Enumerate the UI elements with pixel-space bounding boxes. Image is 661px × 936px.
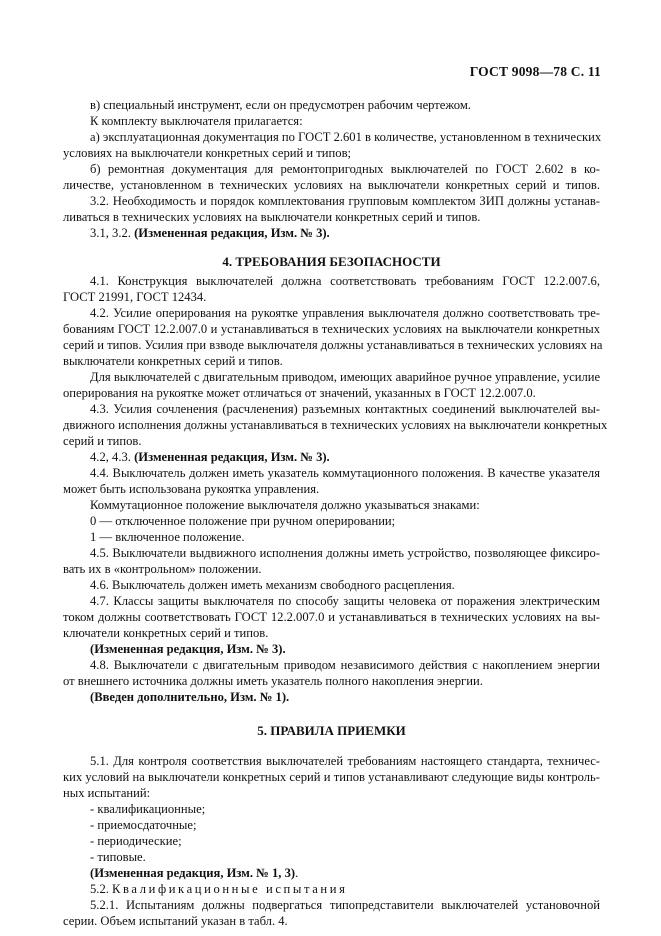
text-line: выключатели конкретных серий и типов. bbox=[63, 354, 283, 368]
text-line: Для выключателей с двигательным приводом, имеющих аварийное ручное управление, усилие bbox=[90, 370, 601, 384]
text-line: ных испытаний: bbox=[63, 786, 151, 800]
text-line: ключатели конкретных серий и типов. bbox=[63, 626, 269, 640]
text-line: 4.1. Конструкция выключателей должна соответствовать требованиям ГОСТ 12.2.007.6, bbox=[90, 274, 600, 288]
amendment-note-5-1 bbox=[63, 865, 600, 881]
list-item: - периодические; bbox=[90, 834, 182, 848]
text-line: от внешнего источника должны иметь указатель полного накопления энергии. bbox=[63, 674, 483, 688]
subsection-title: Квалификационные испытания bbox=[112, 882, 348, 896]
amendment-prefix: 4.2, 4.3. bbox=[90, 450, 135, 464]
text-line: 4.7. Классы защиты выключателя по способу защиты человека от поражения электрическим bbox=[90, 594, 600, 608]
amendment-note-3 bbox=[63, 225, 600, 241]
text-line: серий и типов. Усилия при взводе выключателя должны устанавливаться в технических условиях на bbox=[63, 338, 603, 352]
subsection-number: 5.2. bbox=[90, 882, 113, 896]
text-line: ливаться в технических условиях на выключатели конкретных серий и типов. bbox=[63, 210, 481, 224]
text-line: серий и типов. bbox=[63, 434, 142, 448]
text-line: К комплекту выключателя прилагается: bbox=[90, 114, 303, 128]
amendment-note-4-8: (Введен дополнительно, Изм. № 1). bbox=[90, 690, 290, 704]
list-item: - типовые. bbox=[90, 850, 146, 864]
list-item: - приемосдаточные; bbox=[90, 818, 197, 832]
page-header: ГОСТ 9098—78 С. 11 bbox=[469, 64, 601, 79]
text-line: может быть использована рукоятка управления. bbox=[63, 482, 320, 496]
text-line: 4.8. Выключатели с двигательным приводом независимого действия с накоплением энергии bbox=[90, 658, 600, 672]
text-line: 4.2. Усилие оперирования на рукоятке управления выключателя должно соответствовать тре- bbox=[90, 306, 600, 320]
amendment-note-4-7: (Измененная редакция, Изм. № 3). bbox=[90, 642, 286, 656]
text-line: 5.1. Для контроля соответствия выключателей требованиям настоящего стандарта, техничес- bbox=[90, 754, 600, 768]
text-line: условиях на выключатели конкретных серий и типов; bbox=[63, 146, 352, 160]
amendment-bold: (Измененная редакция, Изм. № 3). bbox=[134, 450, 330, 464]
text-line: б) ремонтная документация для ремонтопригодных выключателей по ГОСТ 2.602 в ко- bbox=[90, 162, 600, 176]
text-line: 0 — отключенное положение при ручном оперировании; bbox=[90, 514, 396, 528]
text-line: ких условий на выключатели конкретных серий и типов устанавливают следующие виды контроль- bbox=[63, 770, 600, 784]
text-line: Коммутационное положение выключателя должно указываться знаками: bbox=[90, 498, 480, 512]
subsection-5-2-heading bbox=[63, 881, 600, 897]
amendment-prefix: 3.1, 3.2. bbox=[90, 226, 135, 240]
amendment-bold: (Измененная редакция, Изм. № 3). bbox=[134, 226, 330, 240]
text-line: серии. Объем испытаний указан в табл. 4. bbox=[63, 914, 288, 928]
text-line: 4.4. Выключатель должен иметь указатель коммутационного положения. В качестве указателя bbox=[90, 466, 600, 480]
text-line: ГОСТ 21991, ГОСТ 12434. bbox=[63, 290, 207, 304]
text-line: оперирования на рукоятке может отличаться от значений, указанных в ГОСТ 12.2.007.0. bbox=[63, 386, 536, 400]
text-line: 4.6. Выключатель должен иметь механизм свободного расцепления. bbox=[90, 578, 455, 592]
text-line: личестве, установленном в технических условиях на выключатели конкретных серий и типов. bbox=[63, 178, 600, 192]
text-line: в) специальный инструмент, если он предусмотрен рабочим чертежом. bbox=[90, 98, 471, 112]
list-item: - квалификационные; bbox=[90, 802, 206, 816]
amendment-bold: (Измененная редакция, Изм. № 1, 3) bbox=[90, 866, 296, 880]
text-line: 5.2.1. Испытаниям должны подвергаться типопредставители выключателей установочной bbox=[90, 898, 600, 912]
text-line: 4.3. Усилия сочленения (расчленения) разъемных контактных соединений выключателей вы- bbox=[90, 402, 600, 416]
section-4-title: 4. ТРЕБОВАНИЯ БЕЗОПАСНОСТИ bbox=[222, 254, 441, 269]
section-5-title: 5. ПРАВИЛА ПРИЕМКИ bbox=[257, 723, 406, 738]
amendment-tail: . bbox=[295, 866, 299, 880]
text-line: 1 — включенное положение. bbox=[90, 530, 245, 544]
text-line: движного исполнения должны устанавливаться в технических условиях на выключатели конкретных bbox=[63, 418, 608, 432]
text-line: током должны соответствовать ГОСТ 12.2.007.0 и устанавливаться в технических условиях на вы- bbox=[63, 610, 600, 624]
text-line: 4.5. Выключатели выдвижного исполнения должны иметь устройство, позволяющее фиксиро- bbox=[90, 546, 600, 560]
text-line: а) эксплуатационная документация по ГОСТ 2.601 в количестве, установленном в технических bbox=[90, 130, 602, 144]
amendment-note-4-2-4-3 bbox=[63, 449, 600, 465]
text-line: 3.2. Необходимость и порядок комплектования групповым комплектом ЗИП должны устанав- bbox=[90, 194, 600, 208]
text-line: вать их в «контрольном» положении. bbox=[63, 562, 262, 576]
text-line: бованиям ГОСТ 12.2.007.0 и устанавливаться в технических условиях на выключатели конкретных bbox=[63, 322, 600, 336]
